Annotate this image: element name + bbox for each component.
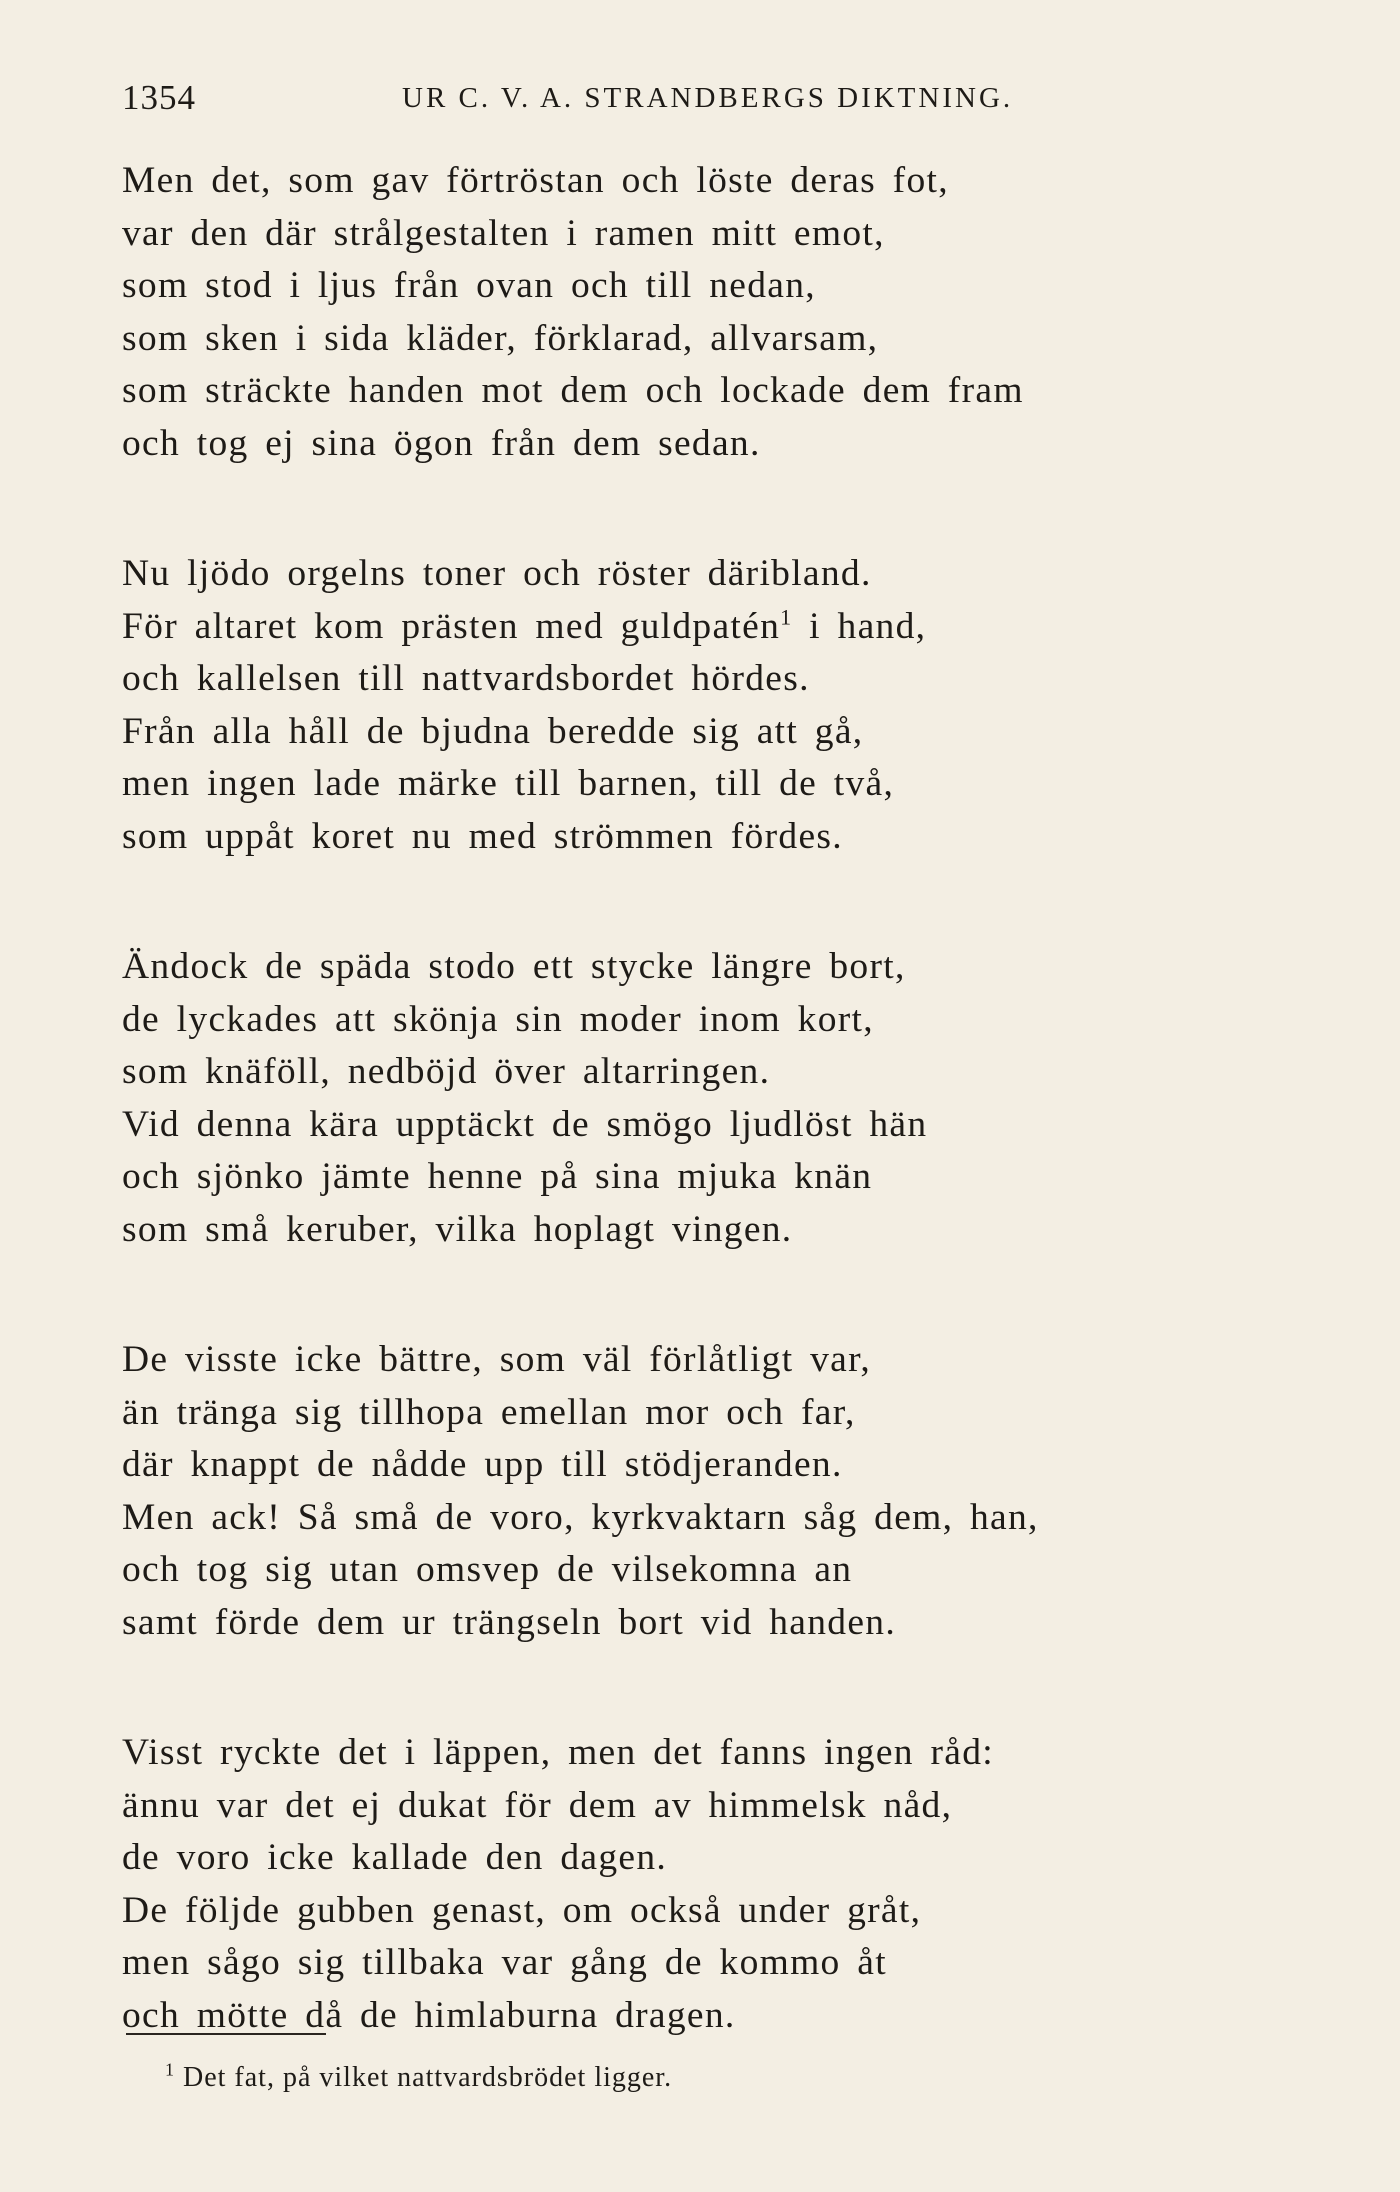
stanza-3: [122, 941, 1282, 1256]
poem-line: som sken i sida kläder, förklarad, allvarsam,: [122, 317, 879, 359]
poem-line: som uppåt koret nu med strömmen fördes.: [122, 815, 843, 857]
poem-line: och mötte då de himlaburna dragen.: [122, 1994, 736, 2036]
poem-line: ännu var det ej dukat för dem av himmelsk nåd,: [122, 1784, 953, 1826]
poem-line: Men ack! Så små de voro, kyrkvaktarn såg dem, han,: [122, 1496, 1039, 1538]
poem-line: Visst ryckte det i läppen, men det fanns ingen råd:: [122, 1732, 995, 1773]
poem-line: De visste icke bättre, som väl förlåtligt var,: [122, 1339, 872, 1380]
poem-line: Från alla håll de bjudna beredde sig att gå,: [122, 710, 864, 752]
poem-line: som sträckte handen mot dem och lockade dem fram: [122, 370, 1024, 411]
poem-line: samt förde dem ur trängseln bort vid handen.: [122, 1601, 897, 1643]
poem-line-text-tail: i hand,: [792, 605, 927, 647]
poem-line: men sågo sig tillbaka var gång de kommo åt: [122, 1942, 887, 1983]
stanza-5: [122, 1727, 1282, 2042]
poem-line: Men det, som gav förtröstan och löste deras fot,: [122, 160, 949, 201]
poem-line: Vid denna kära upptäckt de smögo ljudlöst hän: [122, 1103, 928, 1145]
page-number: 1354: [122, 78, 196, 117]
poem-line: som små keruber, vilka hoplagt vingen.: [122, 1208, 793, 1250]
running-head: UR C. V. A. STRANDBERGS DIKTNING.: [402, 82, 1014, 114]
poem-line: och tog ej sina ögon från dem sedan.: [122, 422, 761, 464]
poem-line: de lyckades att skönja sin moder inom kort,: [122, 998, 874, 1040]
stanza-4: [122, 1334, 1282, 1649]
poem-line: och sjönko jämte henne på sina mjuka knän: [122, 1156, 873, 1197]
poem-line: där knappt de nådde upp till stödjeranden.: [122, 1444, 843, 1485]
poem-line: som knäföll, nedböjd över altarringen.: [122, 1051, 771, 1092]
footnote-divider: [126, 2033, 326, 2035]
page-header: [122, 78, 1272, 128]
stanza-1: [122, 155, 1282, 470]
poem-line: men ingen lade märke till barnen, till de två,: [122, 763, 895, 804]
poem-line: De följde gubben genast, om också under gråt,: [122, 1889, 922, 1931]
footnote: [165, 2059, 673, 2094]
poem-line: var den där strålgestalten i ramen mitt emot,: [122, 212, 885, 254]
poem-line-with-footnote: [122, 601, 1282, 654]
poem-line: som stod i ljus från ovan och till nedan,: [122, 265, 816, 306]
footnote-text: Det fat, på vilket nattvardsbrödet ligger.: [175, 2062, 673, 2093]
footnote-mark: 1: [165, 2059, 175, 2080]
poem-line: de voro icke kallade den dagen.: [122, 1837, 668, 1878]
poem-line-text: För altaret kom prästen med guldpatén: [122, 605, 781, 647]
footnote-reference[interactable]: 1: [780, 604, 793, 629]
poem-line: Ändock de späda stodo ett stycke längre bort,: [122, 946, 906, 987]
poem-line: och tog sig utan omsvep de vilsekomna an: [122, 1549, 853, 1590]
poem-body: [122, 155, 1282, 2042]
poem-line: Nu ljödo orgelns toner och röster däribland.: [122, 553, 872, 594]
stanza-2: [122, 548, 1282, 863]
poem-line: än tränga sig tillhopa emellan mor och far,: [122, 1391, 856, 1433]
poem-line: och kallelsen till nattvardsbordet hördes.: [122, 658, 810, 699]
